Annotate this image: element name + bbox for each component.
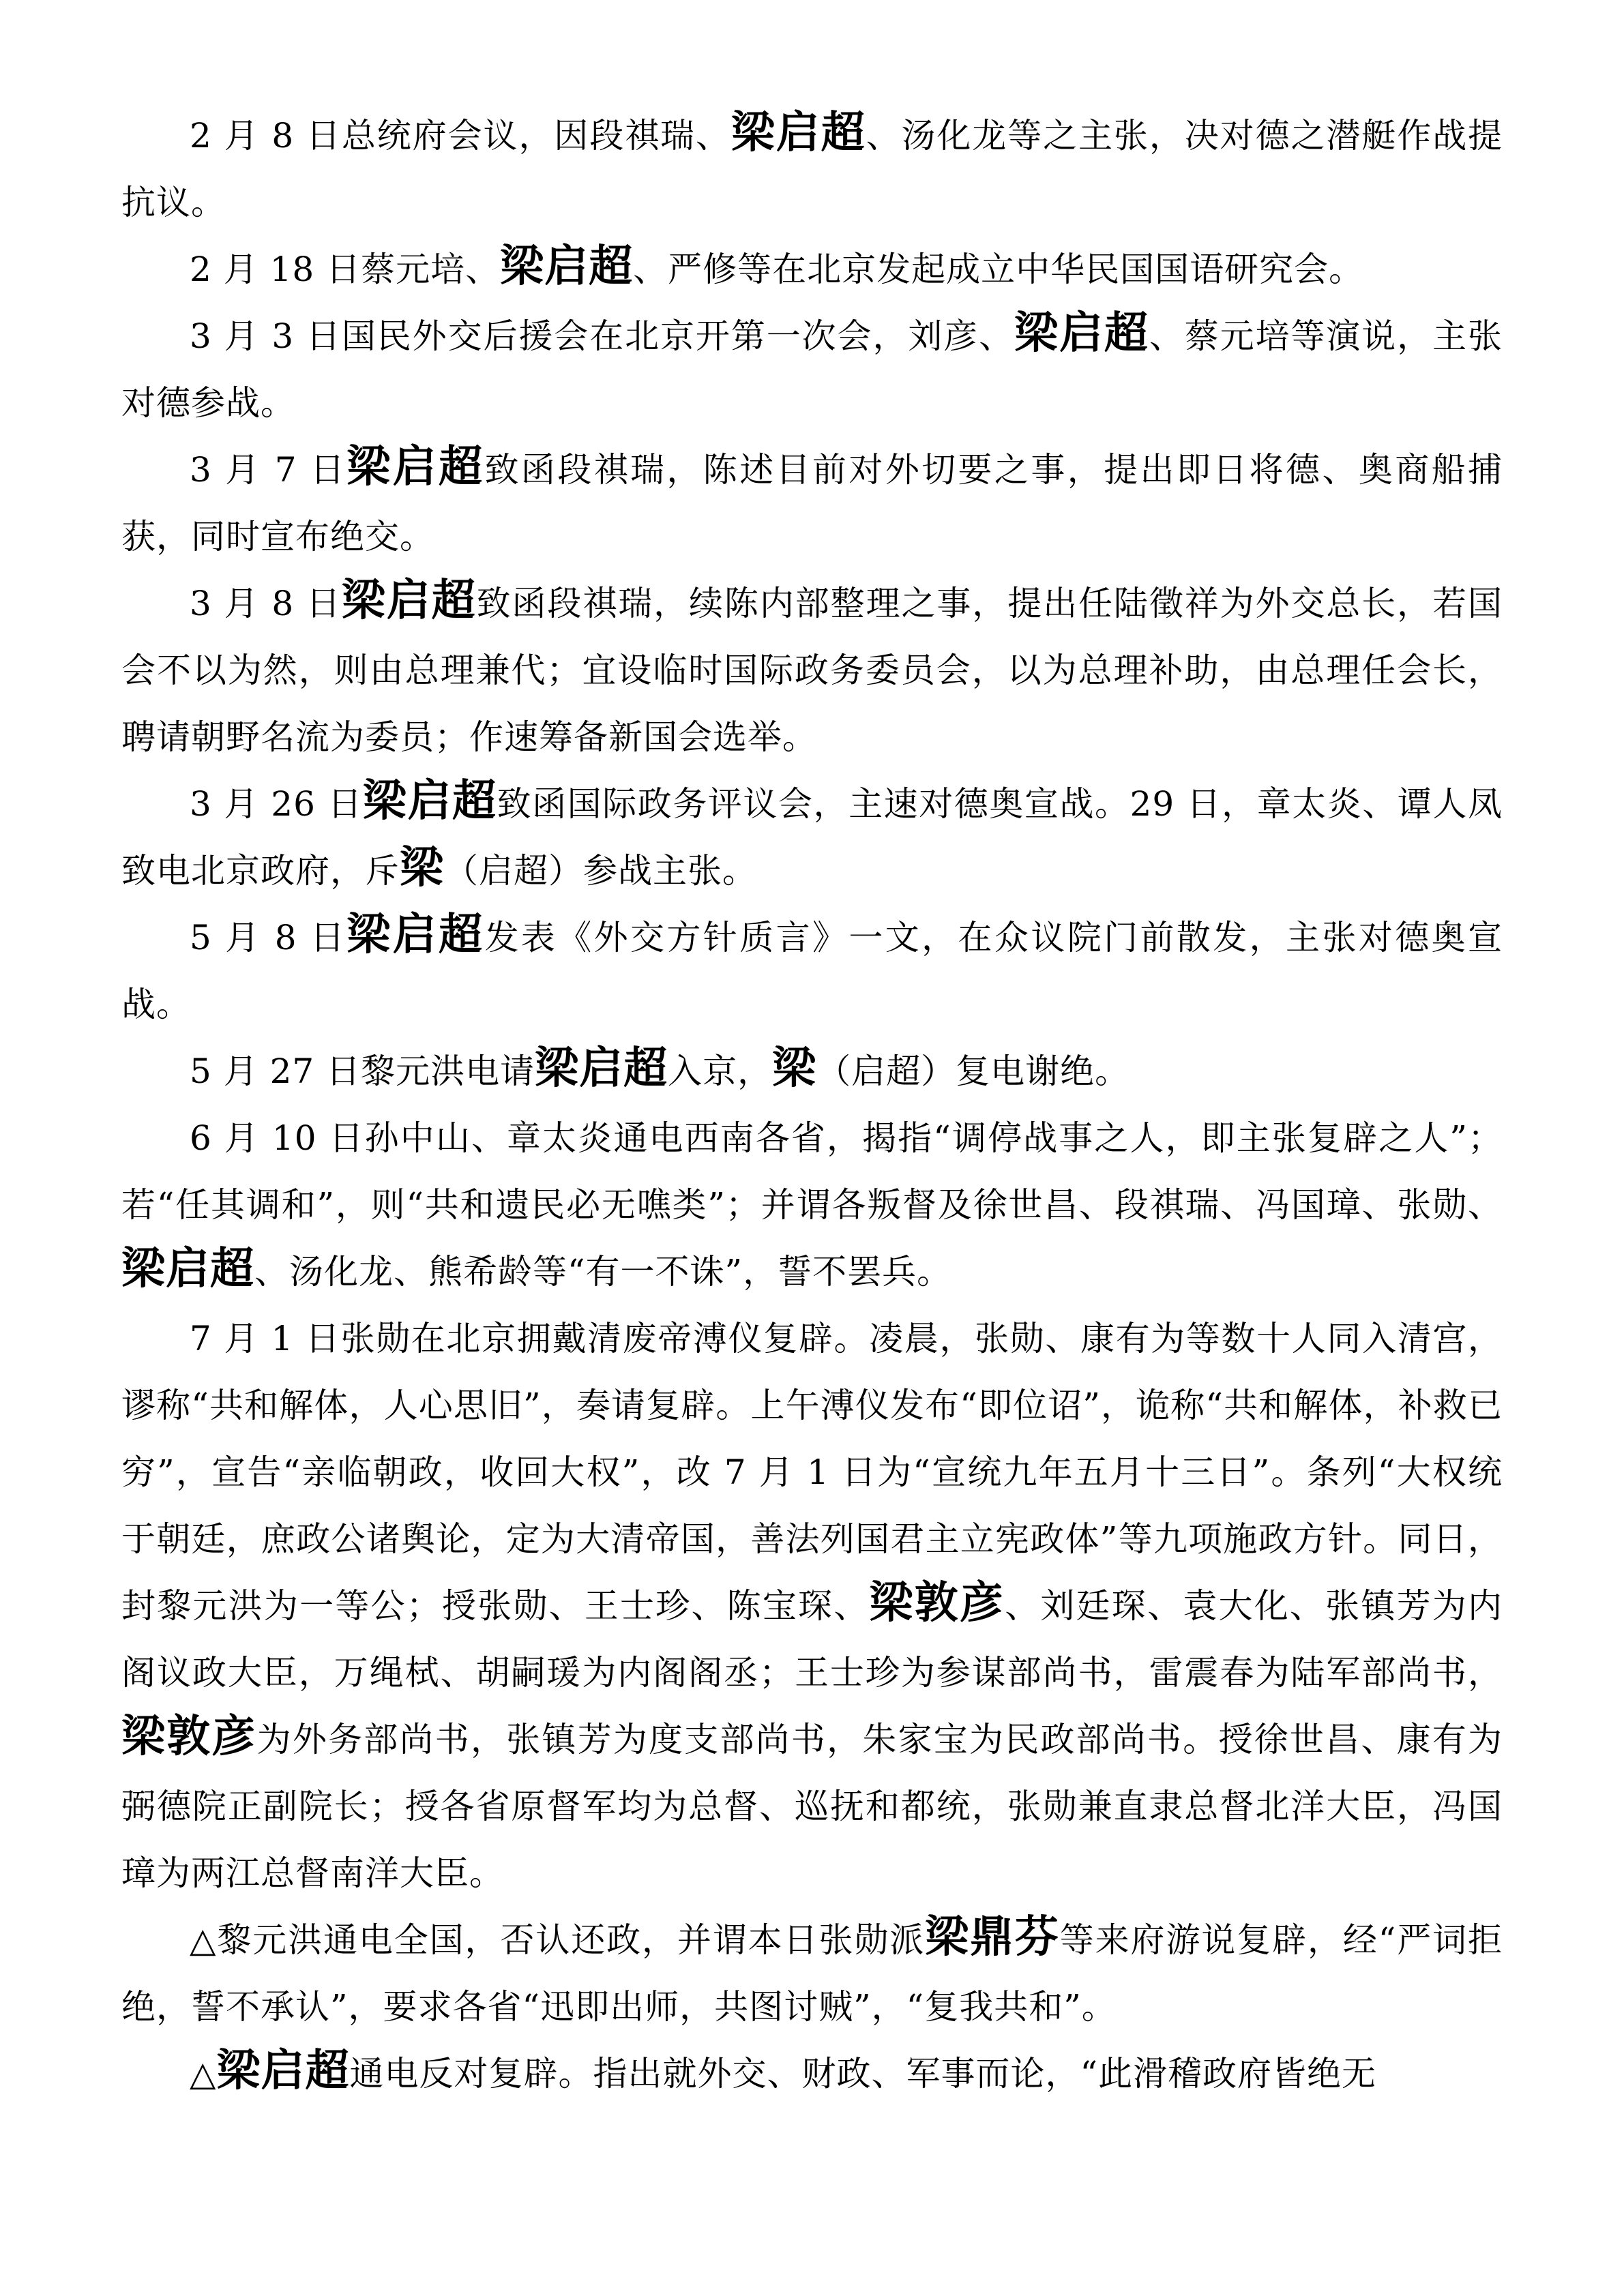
highlighted-name: 梁启超 [121,1243,254,1294]
highlighted-name: 梁启超 [500,241,634,292]
paragraph [121,2040,1503,2107]
text-run: 5 月 8 日 [190,918,347,957]
text-run: （启超）复电谢绝。 [816,1052,1130,1091]
text-run: 等来府游说复辟，经“严词拒绝，誓不承认”，要求各省“迅即出师，共图讨贼”，“复我共和”。 [121,1920,1503,2027]
text-run: 致函国际政务评议会，主速对德奥宣战。29 日，章太炎、谭人凤致电北京政府，斥 [121,784,1503,891]
paragraph [121,1305,1503,1907]
highlighted-name: 梁启超 [535,1043,668,1094]
text-run: 致函段祺瑞，续陈内部整理之事，提出任陆徵祥为外交总长，若国会不以为然，则由总理兼代；宜设临时国际政务委员会，以为总理补助，由总理任会长，聘请朝野名流为委员；作速筹备新国会选举。 [121,584,1503,757]
highlighted-name: 梁启超 [362,775,497,826]
text-run: 、严修等在北京发起成立中华民国国语研究会。 [633,250,1364,289]
paragraph [121,1907,1503,2040]
highlighted-name: 梁敦彦 [869,1577,1005,1628]
text-run: 2 月 8 日总统府会议，因段祺瑞、 [190,116,731,155]
highlighted-name: 梁敦彦 [121,1711,257,1762]
text-run: 、汤化龙、熊希龄等“有一不诛”，誓不罢兵。 [254,1252,952,1292]
paragraph [121,1038,1503,1105]
highlighted-name: 梁启超 [730,107,866,158]
document-page [121,102,1503,2107]
highlighted-name: 梁启超 [346,909,485,960]
highlighted-name: 梁启超 [216,2045,350,2096]
highlighted-name: 梁启超 [346,441,485,492]
text-run: 3 月 3 日国民外交后援会在北京开第一次会，刘彦、 [190,316,1015,356]
text-run: 通电反对复辟。指出就外交、财政、军事而论，“此滑稽政府皆绝无 [349,2054,1377,2093]
text-run: 、刘廷琛、袁大化、张镇芳为内阁议政大臣，万绳栻、胡嗣瑗为内阁阁丞；王士珍为参谋部尚书，雷震春为陆军部尚书， [121,1586,1503,1693]
text-run: 3 月 26 日 [190,784,363,824]
text-run: 为外务部尚书，张镇芳为度支部尚书，朱家宝为民政部尚书。授徐世昌、康有为弼德院正副院长；授各省原督军均为总督、巡抚和都统，张勋兼直隶总督北洋大臣，冯国璋为两江总督南洋大臣。 [121,1720,1503,1893]
paragraph [121,236,1503,303]
paragraph [121,436,1503,570]
text-run: 3 月 7 日 [190,450,347,490]
text-run: 5 月 27 日黎元洪电请 [190,1052,535,1091]
paragraph [121,102,1503,236]
text-run: 致函段祺瑞，陈述目前对外切要之事，提出即日将德、奥商船捕获，同时宣布绝交。 [121,450,1503,556]
paragraph [121,570,1503,771]
text-run: 3 月 8 日 [190,584,342,623]
highlighted-name: 梁 [400,842,444,893]
paragraph [121,904,1503,1038]
text-run: △黎元洪通电全国，否认还政，并谓本日张勋派 [190,1920,926,1960]
text-run: △ [190,2054,217,2093]
paragraph [121,303,1503,436]
highlighted-name: 梁启超 [1014,308,1149,359]
highlighted-name: 梁鼎芬 [925,1911,1060,1963]
paragraph [121,771,1503,904]
paragraph [121,1105,1503,1305]
text-run: 2 月 18 日蔡元培、 [190,250,501,289]
text-run: 7 月 1 日张勋在北京拥戴清废帝溥仪复辟。凌晨，张勋、康有为等数十人同入清宫，谬称“共和解体，人心思旧”，奏请复辟。上午溥仪发布“即位诏”，诡称“共和解体，补救已穷”，宣告“亲临朝政，收回大权”，改 7 月 1 日为“宣统九年五月十三日”。条列“大权统于朝廷，庶政公诸舆论，定为大清帝国，善法列国君主立宪政体”等九项施政方针。同日，封黎元洪为一等公；授张勋、王士珍、陈宝琛、 [121,1319,1503,1626]
text-run: 入京， [668,1052,773,1091]
highlighted-name: 梁 [772,1043,817,1094]
text-run: 、蔡元培等演说，主张对德参战。 [121,316,1503,423]
text-run: 发表《外交方针质言》一文，在众议院门前散发，主张对德奥宣战。 [121,918,1503,1024]
text-run: 6 月 10 日孙中山、章太炎通电西南各省，揭指“调停战事之人，即主张复辟之人”；若“任其调和”，则“共和遗民必无噍类”；并谓各叛督及徐世昌、段祺瑞、冯国璋、张勋、 [121,1118,1503,1225]
text-run: （启超）参战主张。 [444,851,757,891]
text-run: 、汤化龙等之主张，决对德之潜艇作战提抗议。 [121,116,1503,222]
highlighted-name: 梁启超 [341,575,477,626]
